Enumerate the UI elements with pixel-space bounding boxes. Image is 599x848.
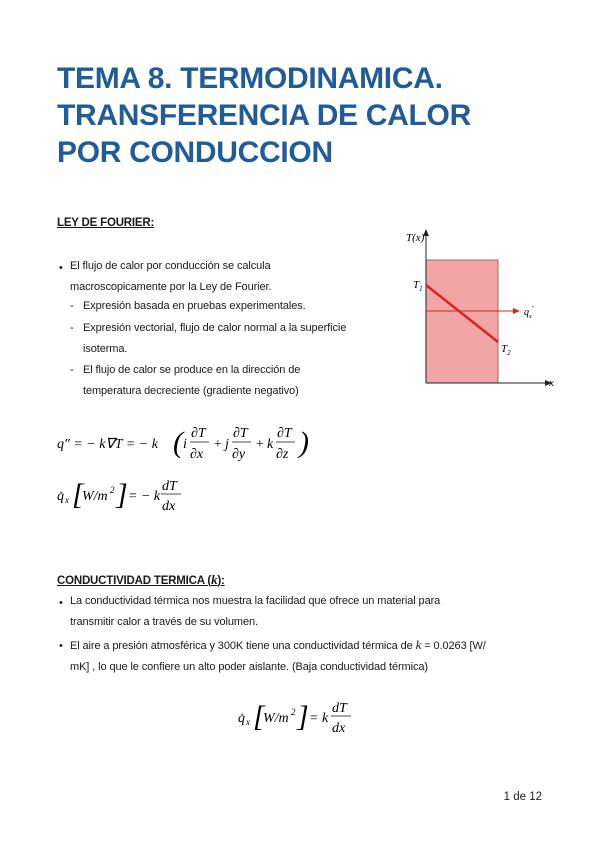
heat-flux-arrowhead: [513, 308, 520, 314]
fourier-sub-2-line-1: Expresión vectorial, flujo de calor normal a la superficie: [83, 322, 347, 334]
svg-text:]: ]: [116, 478, 128, 511]
svg-text:+: +: [255, 437, 265, 452]
title-line-2: TRANSFERENCIA DE CALOR: [57, 99, 471, 132]
t2-symbol: T: [501, 343, 508, 355]
svg-text:[: [: [253, 700, 265, 733]
svg-text:): ): [299, 426, 309, 459]
svg-text:∂z: ∂z: [276, 447, 289, 462]
conductivity-equation: [236, 694, 366, 740]
svg-text:W/m: W/m: [263, 711, 289, 726]
x-axis-label: x: [549, 377, 554, 389]
svg-text:= − k: = − k: [128, 489, 161, 504]
svg-text:2: 2: [291, 707, 296, 717]
bullet-dot: •: [59, 262, 63, 274]
bullet-dot: •: [59, 597, 63, 609]
flux-superscript: ": [531, 306, 535, 312]
temperature-profile-figure: [400, 225, 560, 395]
svg-text:]: ]: [297, 700, 309, 733]
conductividad-bullet-2-line-1: [70, 634, 550, 657]
svg-text:[: [: [72, 478, 84, 511]
dash-marker: -: [70, 364, 74, 376]
svg-text:∂y: ∂y: [232, 447, 246, 462]
bullet-dot: •: [59, 640, 63, 652]
conductividad-bullet-2-line-2: mK] , lo que le confiere un alto poder aislante. (Baja conductividad térmica): [70, 661, 428, 673]
dash-marker: -: [70, 300, 74, 312]
svg-text:= k: = k: [309, 711, 329, 726]
svg-text:q̇: q̇: [238, 711, 245, 726]
svg-text:+: +: [213, 437, 223, 452]
svg-text:x: x: [246, 717, 250, 727]
svg-text:x: x: [65, 495, 69, 505]
flux-subscript: x: [529, 314, 532, 320]
svg-text:∂T: ∂T: [277, 426, 292, 441]
t2-label: [501, 343, 511, 357]
fourier-sub-3-line-1: El flujo de calor se produce en la dirección de: [83, 364, 301, 376]
t1-symbol: T: [413, 279, 420, 291]
conductividad-heading-text: CONDUCTIVIDAD TERMICA (: [57, 575, 212, 587]
t2-subscript: 2: [507, 349, 511, 357]
svg-text:j: j: [225, 437, 229, 452]
svg-text:dT: dT: [162, 479, 177, 494]
conductividad-heading: [57, 572, 225, 588]
conductividad-bullet-2: [70, 634, 550, 678]
t1-label: [413, 279, 423, 293]
fourier-sub-3: [83, 360, 403, 402]
fourier-bullet-line-1: El flujo de calor por conducción se calcula: [70, 260, 271, 272]
fourier-scalar-equation: [55, 472, 195, 518]
t1-subscript: 1: [419, 285, 423, 293]
title-line-3: POR CONDUCCION: [57, 136, 333, 169]
conductividad-heading-end: ):: [217, 575, 225, 587]
conductividad-bullet-1: [70, 591, 550, 633]
wall-region: [426, 260, 498, 383]
fourier-sub-2: [83, 318, 403, 360]
fourier-sub-2-line-2: isoterma.: [83, 343, 128, 355]
fourier-heading: LEY DE FOURIER:: [57, 217, 155, 229]
svg-text:k: k: [267, 437, 274, 452]
conductividad-bullet-1-line-1: La conductividad térmica nos muestra la facilidad que ofrece un material para: [70, 595, 441, 607]
svg-text:W/m: W/m: [82, 489, 108, 504]
fourier-sub-3-line-2: temperatura decreciente (gradiente negativo): [83, 385, 299, 397]
svg-text:q̇: q̇: [57, 489, 64, 504]
flux-symbol: q: [524, 307, 529, 318]
y-axis-label: T(x): [406, 232, 425, 244]
svg-text:q″ = − k∇T = − k: q″ = − k∇T = − k: [57, 437, 158, 452]
conductividad-bullet-2-text-a: El aire a presión atmosférica y 300K tiene una conductividad térmica de: [70, 640, 413, 652]
svg-text:∂x: ∂x: [190, 447, 204, 462]
svg-text:2: 2: [110, 485, 115, 495]
title-line-1: TEMA 8. TERMODINAMICA.: [57, 62, 443, 95]
svg-text:i: i: [183, 437, 187, 452]
fourier-bullet-line-2: macroscopicamente por la Ley de Fourier.: [70, 281, 272, 293]
fourier-bullet: [70, 256, 390, 298]
flux-label: [524, 306, 535, 320]
svg-text:∂T: ∂T: [233, 426, 248, 441]
page-title: [57, 60, 537, 171]
fourier-vector-equation: [55, 420, 325, 468]
page-number: 1 de 12: [503, 791, 542, 803]
conductividad-bullet-1-line-2: transmitir calor a través de su volumen.: [70, 616, 258, 628]
dash-marker: -: [70, 322, 74, 334]
svg-text:dx: dx: [332, 721, 346, 736]
conductividad-bullet-2-text-b: = 0.0263 [W/: [424, 640, 486, 652]
svg-text:dx: dx: [162, 499, 176, 514]
conductividad-heading-symbol: k: [211, 572, 218, 587]
svg-text:∂T: ∂T: [191, 426, 206, 441]
svg-text:(: (: [173, 426, 183, 459]
svg-text:dT: dT: [332, 701, 347, 716]
conductividad-bullet-2-symbol: k: [415, 637, 422, 652]
fourier-sub-1: Expresión basada en pruebas experimentales.: [83, 300, 306, 312]
